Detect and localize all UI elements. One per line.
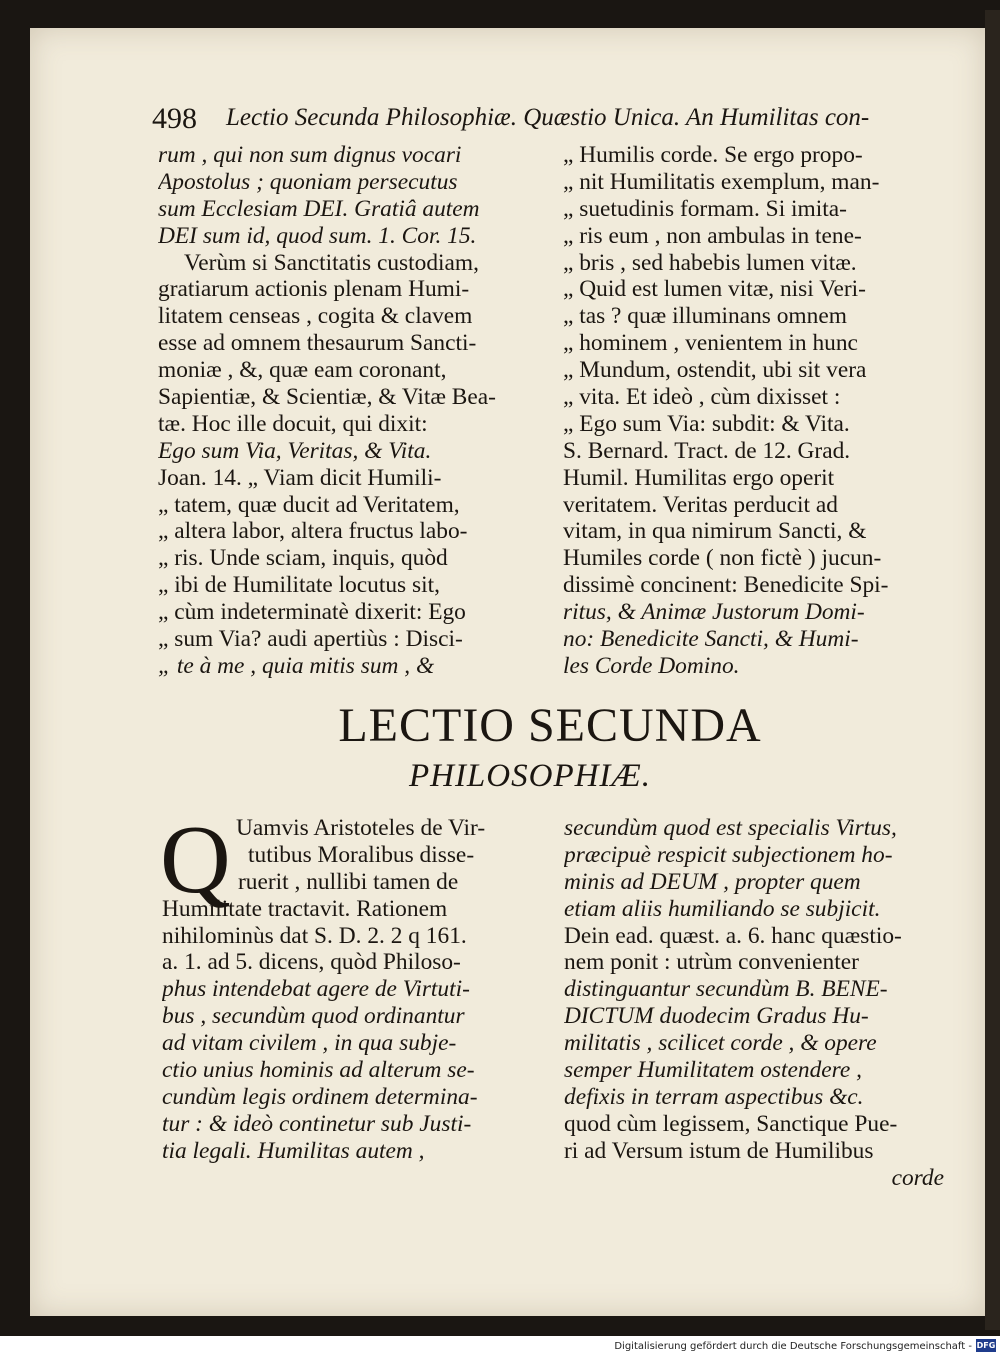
text-line: litatem censeas , cogita & clavem [158, 303, 473, 330]
text-line: distinguantur secundùm B. BENE- [564, 976, 888, 1003]
text-line: phus intendebat agere de Virtuti- [162, 976, 470, 1003]
text-line: cundùm legis ordinem determina- [162, 1083, 478, 1110]
text-line: DICTUM duodecim Gradus Hu- [564, 1003, 869, 1030]
text-line: „ tatem, quæ ducit ad Veritatem, [158, 491, 460, 518]
text-line: vitam, in qua nimirum Sancti, & [563, 518, 867, 545]
text-line: ctio unius hominis ad alterum se- [162, 1057, 475, 1084]
text-line: S. Bernard. Tract. de 12. Grad. [563, 437, 851, 464]
text-line: semper Humilitatem ostendere , [564, 1057, 862, 1084]
text-line: Humilitate tractavit. Rationem [162, 895, 448, 922]
text-line: ritus, & Animæ Justorum Domi- [563, 599, 865, 626]
text-line: „ tas ? quæ illuminans omnem [563, 303, 847, 330]
text-line: ruerit , nullibi tamen de [238, 868, 459, 895]
page-header [152, 100, 942, 140]
catchword: corde [891, 1164, 944, 1191]
text-line: minis ad DEUM , propter quem [564, 868, 861, 895]
text-line: Apostolus ; quoniam persecutus [158, 168, 458, 195]
book-edge [985, 10, 1000, 1330]
text-line: bus , secundùm quod ordinantur [162, 1003, 465, 1030]
text-line: „ hominem , venientem in hunc [563, 330, 858, 357]
text-line: nihilominùs dat S. D. 2. 2 q 161. [162, 922, 467, 949]
dfg-logo: DFG [976, 1341, 996, 1350]
text-line: tutibus Moralibus disse- [248, 841, 475, 868]
text-line: „ altera labor, altera fructus labo- [158, 518, 468, 545]
text-line: moniæ , &, quæ eam coronant, [158, 357, 447, 384]
text-line: Dein ead. quæst. a. 6. hanc quæstio- [564, 922, 902, 949]
text-line: no: Benedicite Sancti, & Humi- [563, 626, 859, 653]
text-line: „ cùm indeterminatè dixerit: Ego [158, 599, 466, 626]
text-line: tur : & ideò continetur sub Justi- [162, 1110, 472, 1137]
text-line: „ ris. Unde sciam, inquis, quòd [158, 545, 448, 572]
text-line: ad vitam civilem , in qua subje- [162, 1030, 457, 1057]
text-line: tæ. Hoc ille docuit, qui dixit: [158, 410, 428, 437]
page-number: 498 [152, 102, 197, 135]
text-line: „ vita. Et ideò , cùm dixisset : [563, 384, 841, 411]
text-line: quod cùm legissem, Sanctique Pue- [564, 1110, 898, 1137]
text-line: „ suetudinis formam. Si imita- [563, 195, 847, 222]
text-line: les Corde Domino. [563, 652, 740, 679]
text-line: Humiles corde ( non fictè ) jucun- [563, 545, 882, 572]
text-line: „ ris eum , non ambulas in tene- [563, 222, 862, 249]
bottom-right-column [564, 815, 950, 1191]
text-line: nem ponit : utrùm convenienter [564, 949, 859, 976]
text-line: „ nit Humilitatis exemplum, man- [563, 168, 880, 195]
text-line: Uamvis Aristoteles de Vir- [236, 815, 486, 841]
text-line: Sapientiæ, & Scientiæ, & Vitæ Bea- [158, 384, 496, 411]
text-line: DEI sum id, quod sum. 1. Cor. 15. [158, 222, 477, 249]
text-line: rum , qui non sum dignus vocari [158, 142, 462, 168]
running-title: Lectio Secunda Philosophiæ. Quæstio Unica. An Humilitas con- [226, 104, 870, 131]
text-line: „ Humilis corde. Se ergo propo- [563, 142, 863, 168]
text-line: „ Quid est lumen vitæ, nisi Veri- [563, 276, 866, 303]
text-line: „ Mundum, ostendit, ubi sit vera [563, 357, 867, 384]
top-right-column [563, 142, 945, 680]
text-line: „ bris , sed habebis lumen vitæ. [563, 249, 857, 276]
text-line: Joan. 14. „ Viam dicit Humili- [158, 464, 442, 491]
text-line: sum Ecclesiam DEI. Gratiâ autem [158, 195, 480, 222]
text-line: defixis in terram aspectibus &c. [564, 1083, 864, 1110]
section-title: LECTIO SECUNDA [338, 699, 762, 752]
text-line: gratiarum actionis plenam Humi- [158, 276, 470, 303]
digitization-footer [0, 1336, 1000, 1356]
text-line: secundùm quod est specialis Virtus, [564, 815, 897, 841]
text-line: „ ibi de Humilitate locutus sit, [158, 572, 440, 599]
top-left-column [158, 142, 546, 680]
text-line: Humil. Humilitas ergo operit [563, 464, 835, 491]
text-line: tia legali. Humilitas autem , [162, 1137, 425, 1164]
text-line: etiam aliis humiliando se subjicit. [564, 895, 881, 922]
text-line: esse ad omnem thesaurum Sancti- [158, 330, 477, 357]
text-line: dissimè concinent: Benedicite Spi- [563, 572, 889, 599]
funding-credit: Digitalisierung gefördert durch die Deutsche Forschungsgemeinschaft - [614, 1341, 972, 1352]
text-line: militatis , scilicet corde , & opere [564, 1030, 877, 1057]
bottom-left-column [162, 815, 548, 1165]
text-line: „ te à me , quia mitis sum , & [158, 652, 435, 679]
text-line: „ sum Via? audi apertiùs : Disci- [158, 626, 463, 653]
text-line: præcipuè respicit subjectionem ho- [564, 841, 893, 868]
section-subtitle: PHILOSOPHIÆ. [408, 758, 652, 794]
drop-cap: Q [160, 806, 231, 914]
text-line: „ Ego sum Via: subdit: & Vita. [563, 410, 850, 437]
text-line: Verùm si Sanctitatis custodiam, [184, 249, 479, 276]
text-line: veritatem. Veritas perducit ad [563, 491, 838, 518]
text-line: ri ad Versum istum de Humilibus [564, 1137, 874, 1164]
text-line: Ego sum Via, Veritas, & Vita. [158, 437, 432, 464]
text-line: a. 1. ad 5. dicens, quòd Philoso- [162, 949, 461, 976]
